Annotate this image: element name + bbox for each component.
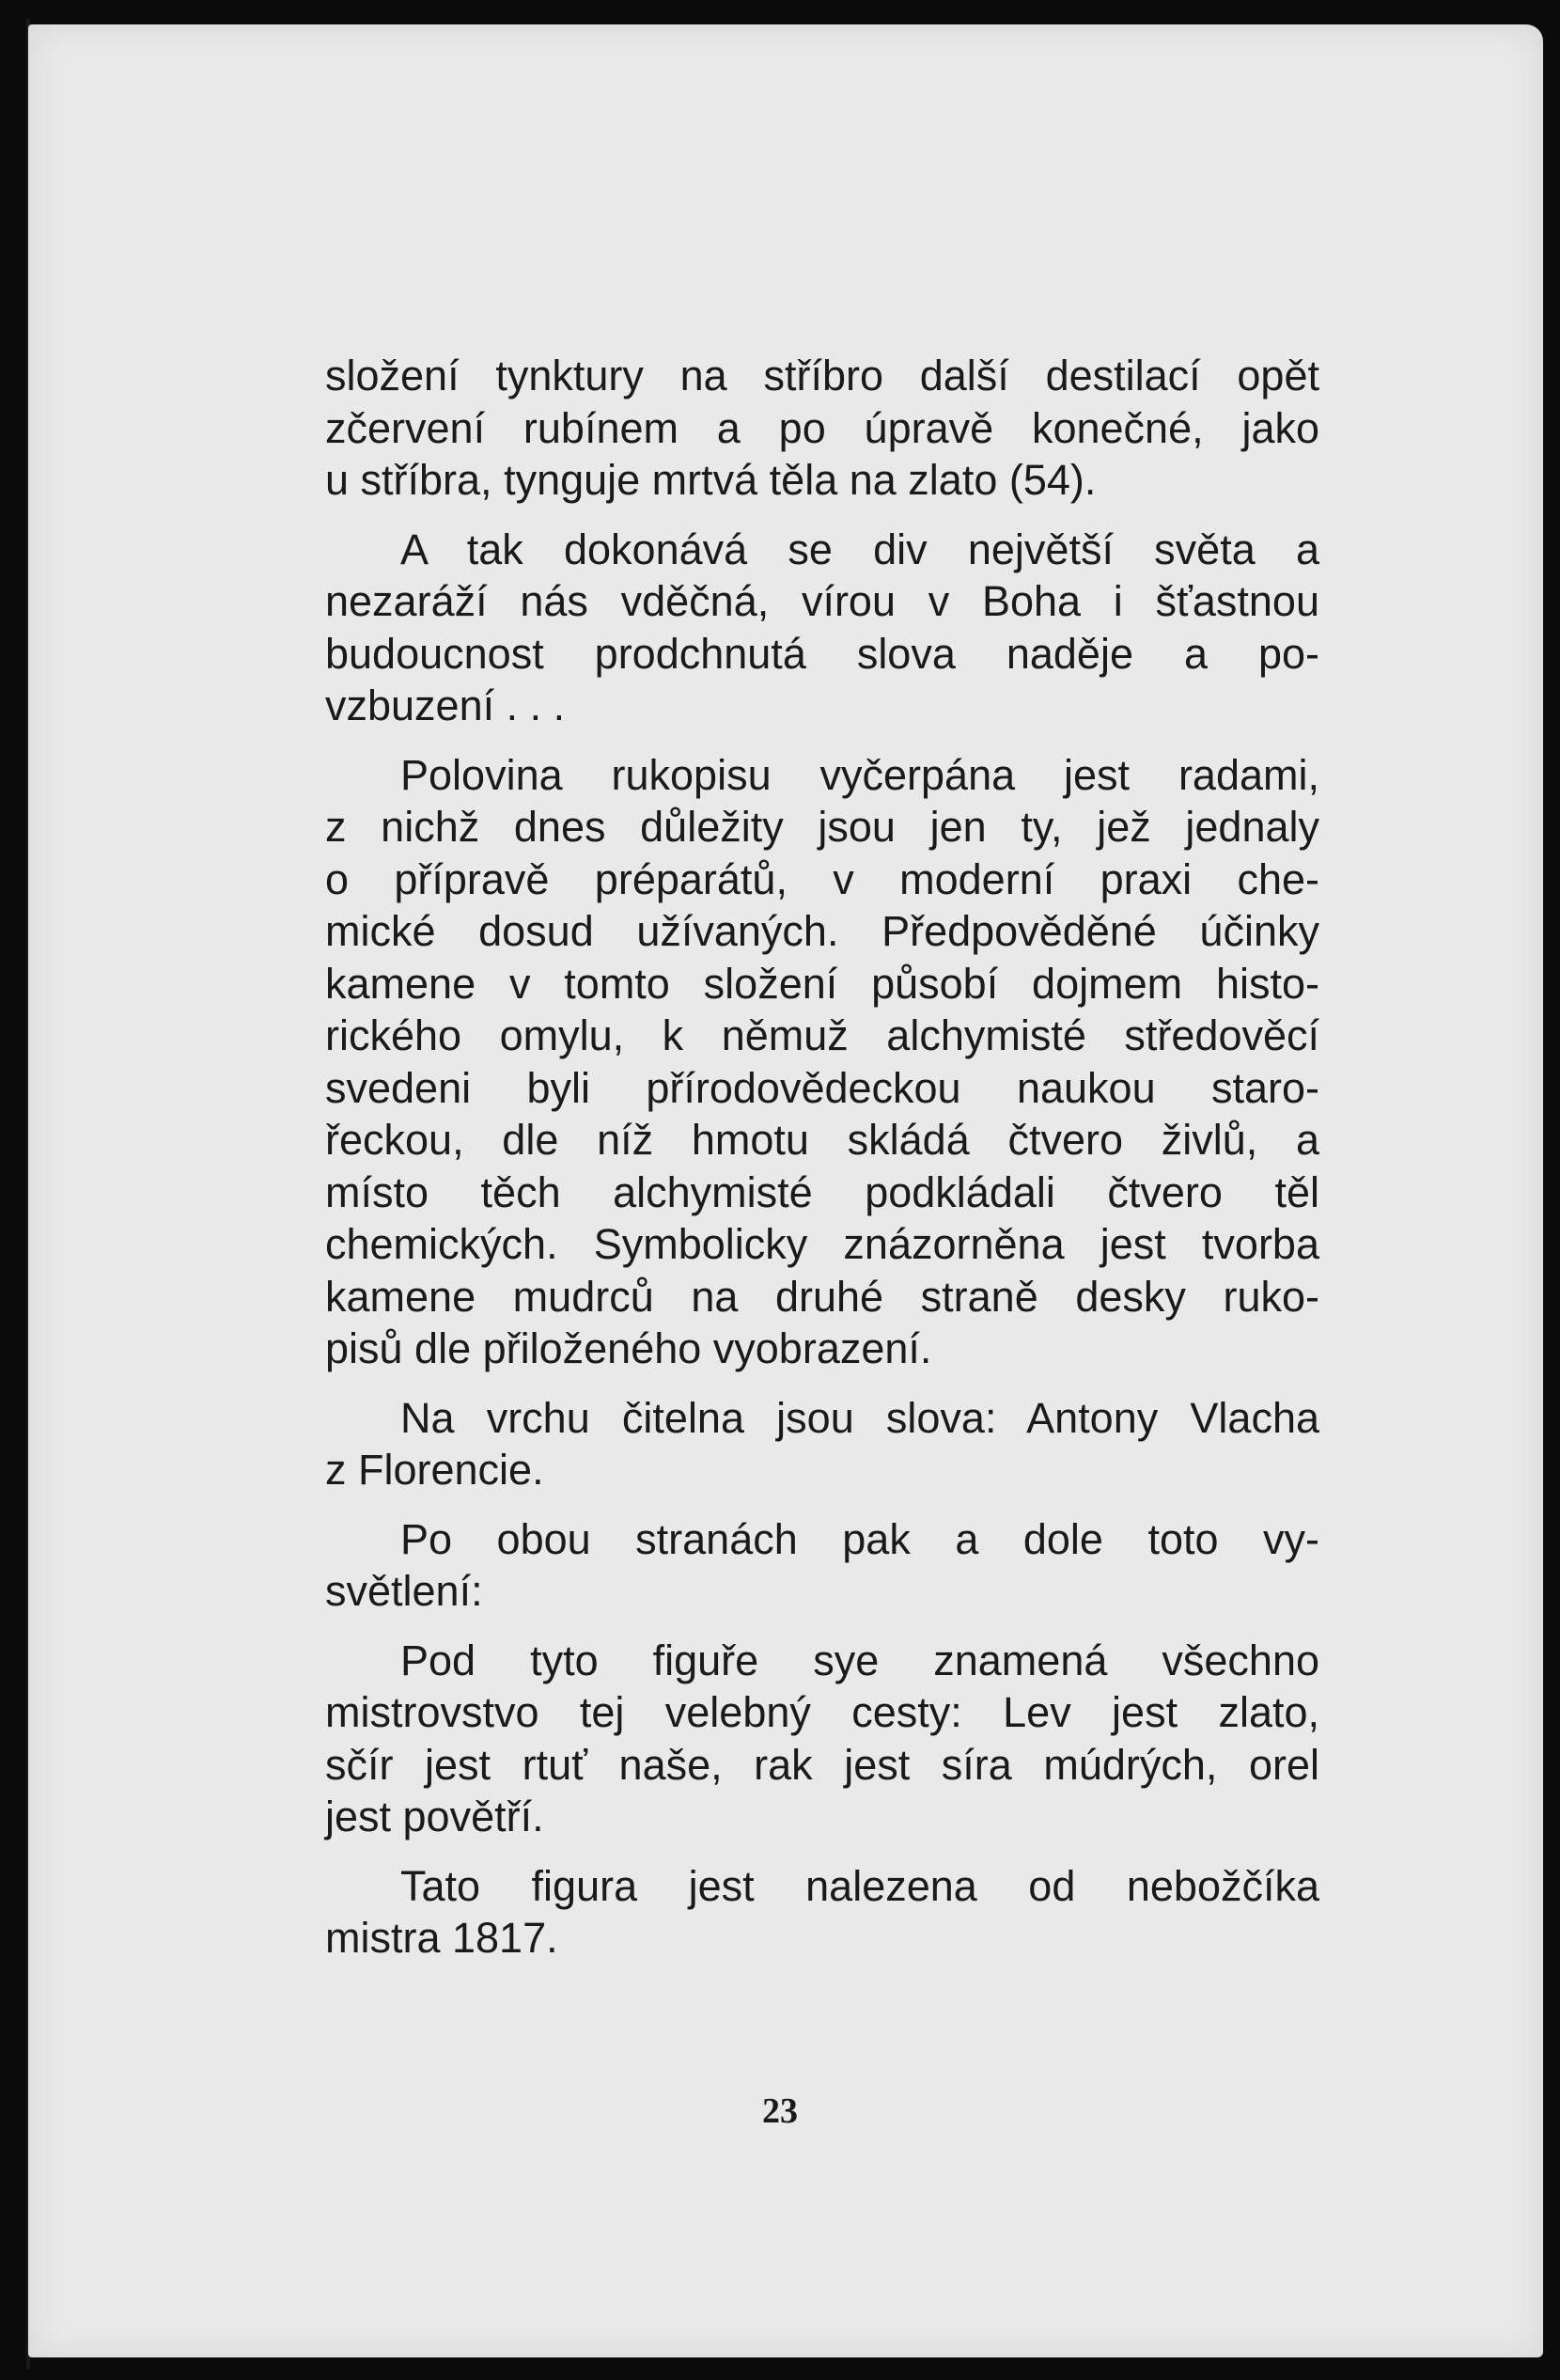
text-line: mistrovstvo tej velebný cesty: Lev jest zlato,: [325, 1688, 1319, 1736]
text-line: Polovina rukopisu vyčerpána jest radami,: [400, 750, 1319, 799]
text-line: o přípravě préparátů, v moderní praxi che-: [325, 854, 1319, 903]
text-line: vzbuzení . . .: [325, 681, 566, 729]
text-line: rického omylu, k němuž alchymisté středověcí: [325, 1011, 1319, 1059]
text-line: svedeni byli přírodovědeckou naukou staro-: [325, 1063, 1319, 1112]
page-number: 23: [762, 2091, 798, 2131]
body-text: [325, 350, 1319, 1981]
text-line: kamene mudrců na druhé straně desky ruko-: [325, 1272, 1319, 1321]
text-line: složení tynktury na stříbro další destilací opět: [325, 352, 1319, 399]
text-line: světlení:: [325, 1567, 483, 1615]
text-line: budoucnost prodchnutá slova naděje a po-: [325, 629, 1319, 678]
text-line: mické dosud užívaných. Předpověděné účinky: [325, 907, 1319, 955]
text-line: nezaráží nás vděčná, vírou v Boha i šťastnou: [325, 577, 1319, 625]
text-line: sčír jest rtuť naše, rak jest síra múdrých, orel: [325, 1740, 1319, 1789]
text-line: u stříbra, tynguje mrtvá těla na zlato (54).: [325, 456, 1097, 504]
paragraph-3: [325, 749, 1319, 1375]
paragraph-1: [325, 350, 1319, 507]
text-line: jest povětří.: [325, 1793, 544, 1840]
paragraph-7: [325, 1860, 1319, 1965]
text-line: Po obou stranách pak a dole toto vy-: [400, 1514, 1319, 1563]
text-line: pisů dle přiloženého vyobrazení.: [325, 1324, 932, 1372]
text-line: kamene v tomto složení působí dojmem histo-: [325, 959, 1319, 1008]
text-line: chemických. Symbolicky znázorněna jest tvorba: [325, 1220, 1319, 1268]
text-line: mistra 1817.: [325, 1914, 558, 1962]
text-line: řeckou, dle níž hmotu skládá čtvero živlů, a: [325, 1116, 1319, 1164]
text-line: z Florencie.: [325, 1446, 544, 1494]
text-line: zčervení rubínem a po úpravě konečné, jako: [325, 403, 1319, 452]
text-line: A tak dokonává se div největší světa a: [400, 525, 1319, 573]
text-line: Tato figura jest nalezena od nebožčíka: [400, 1861, 1319, 1910]
text-line: Na vrchu čitelna jsou slova: Antony Vlacha: [400, 1393, 1319, 1442]
text-line: z nichž dnes důležity jsou jen ty, jež jednaly: [325, 803, 1319, 851]
text-line: Pod tyto figuře sye znamená všechno: [400, 1636, 1319, 1684]
text-line: místo těch alchymisté podkládali čtvero těl: [325, 1167, 1319, 1216]
paragraph-2: [325, 524, 1319, 732]
paragraph-5: [325, 1513, 1319, 1618]
paragraph-6: [325, 1635, 1319, 1843]
paragraph-4: [325, 1392, 1319, 1496]
